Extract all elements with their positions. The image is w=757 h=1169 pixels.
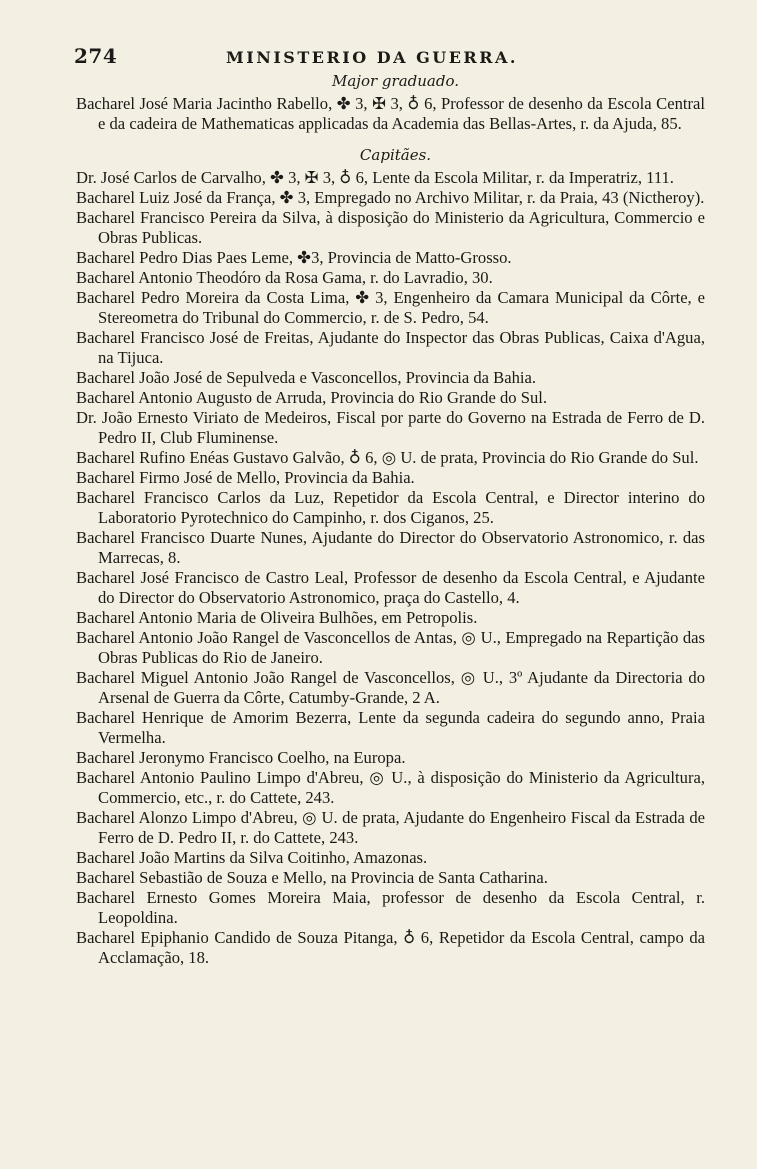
entry: Bacharel João José de Sepulveda e Vasconcellos, Provincia da Bahia. [76,368,537,387]
entry: Bacharel Luiz José da França, ✤ 3, Empregado no Archivo Militar, r. da Praia, 43 (Nictheroy). [76,188,705,207]
running-head [76,44,705,70]
entry: Bacharel Miguel Antonio João Rangel de Vasconcellos, ◎ U., 3º Ajudante da Directoria do Arsenal de Guerra da Côrte, Catumby-Grande, 2 A. [76,668,705,707]
entry: Bacharel Pedro Moreira da Costa Lima, ✤ 3, Engenheiro da Camara Municipal da Côrte, e Stereometra do Tribunal do Commercio, r. de S. Pedro, 54. [76,288,705,327]
entry: Bacharel Francisco Carlos da Luz, Repetidor da Escola Central, e Director interino do Laboratorio Pyrotechnico do Campinho, r. dos Ciganos, 25. [76,488,705,527]
section-heading: Capitães. [359,146,432,164]
entry: Bacharel Antonio Theodóro da Rosa Gama, r. do Lavradio, 30. [76,268,493,287]
entry: Bacharel Francisco José de Freitas, Ajudante do Inspector das Obras Publicas, Caixa d'Agua, na Tijuca. [76,328,705,367]
entry: Bacharel Jeronymo Francisco Coelho, na Europa. [76,748,406,767]
entry: Bacharel Rufino Enéas Gustavo Galvão, ♁ 6, ◎ U. de prata, Provincia do Rio Grande do Sul. [76,448,699,467]
entry: Bacharel Antonio Paulino Limpo d'Abreu, ◎ U., à disposição do Ministerio da Agricultura, Commercio, etc., r. do Cattete, 243. [76,768,705,807]
page-heading: MINISTERIO DA GUERRA. [226,48,518,67]
entry: Dr. João Ernesto Viriato de Medeiros, Fiscal por parte do Governo na Estrada de Ferro de D. Pedro II, Club Fluminense. [76,408,705,447]
entry: Bacharel João Martins da Silva Coitinho, Amazonas. [76,848,428,867]
page-number: 274 [74,44,118,68]
entry: Bacharel Alonzo Limpo d'Abreu, ◎ U. de prata, Ajudante do Engenheiro Fiscal da Estrada de Ferro de D. Pedro II, r. do Cattete, 243. [76,808,705,847]
section-gap [76,134,705,144]
section-major-graduado [76,72,705,134]
entry: Bacharel Francisco Duarte Nunes, Ajudante do Director do Observatorio Astronomico, r. das Marrecas, 8. [76,528,705,567]
entry: Bacharel José Maria Jacintho Rabello, ✤ 3, ✠ 3, ♁ 6, Professor de desenho da Escola Central e da cadeira de Mathematicas applicadas da Academia das Bellas-Artes, r. da Ajuda, 85. [76,94,705,133]
entry: Bacharel José Francisco de Castro Leal, Professor de desenho da Escola Central, e Ajudante do Director do Observatorio Astronomico, praça do Castello, 4. [76,568,705,607]
entry: Dr. José Carlos de Carvalho, ✤ 3, ✠ 3, ♁ 6, Lente da Escola Militar, r. da Imperatriz, 111. [76,168,674,187]
entry: Bacharel Antonio Maria de Oliveira Bulhões, em Petropolis. [76,608,478,627]
entry: Bacharel Antonio Augusto de Arruda, Provincia do Rio Grande do Sul. [76,388,548,407]
entry: Bacharel Pedro Dias Paes Leme, ✤3, Provincia de Matto-Grosso. [76,248,512,267]
entry: Bacharel Sebastião de Souza e Mello, na Provincia de Santa Catharina. [76,868,548,887]
entry: Bacharel Firmo José de Mello, Provincia da Bahia. [76,468,415,487]
section-capitaes [76,146,705,968]
entry: Bacharel Epiphanio Candido de Souza Pitanga, ♁ 6, Repetidor da Escola Central, campo da Acclamação, 18. [76,928,705,967]
entry: Bacharel Henrique de Amorim Bezerra, Lente da segunda cadeira do segundo anno, Praia Vermelha. [76,708,705,747]
section-heading: Major graduado. [332,72,459,90]
entry: Bacharel Francisco Pereira da Silva, à disposição do Ministerio da Agricultura, Commercio e Obras Publicas. [76,208,705,247]
entry: Bacharel Antonio João Rangel de Vasconcellos de Antas, ◎ U., Empregado na Repartição das Obras Publicas do Rio de Janeiro. [76,628,705,667]
entry: Bacharel Ernesto Gomes Moreira Maia, professor de desenho da Escola Central, r. Leopoldina. [76,888,705,927]
